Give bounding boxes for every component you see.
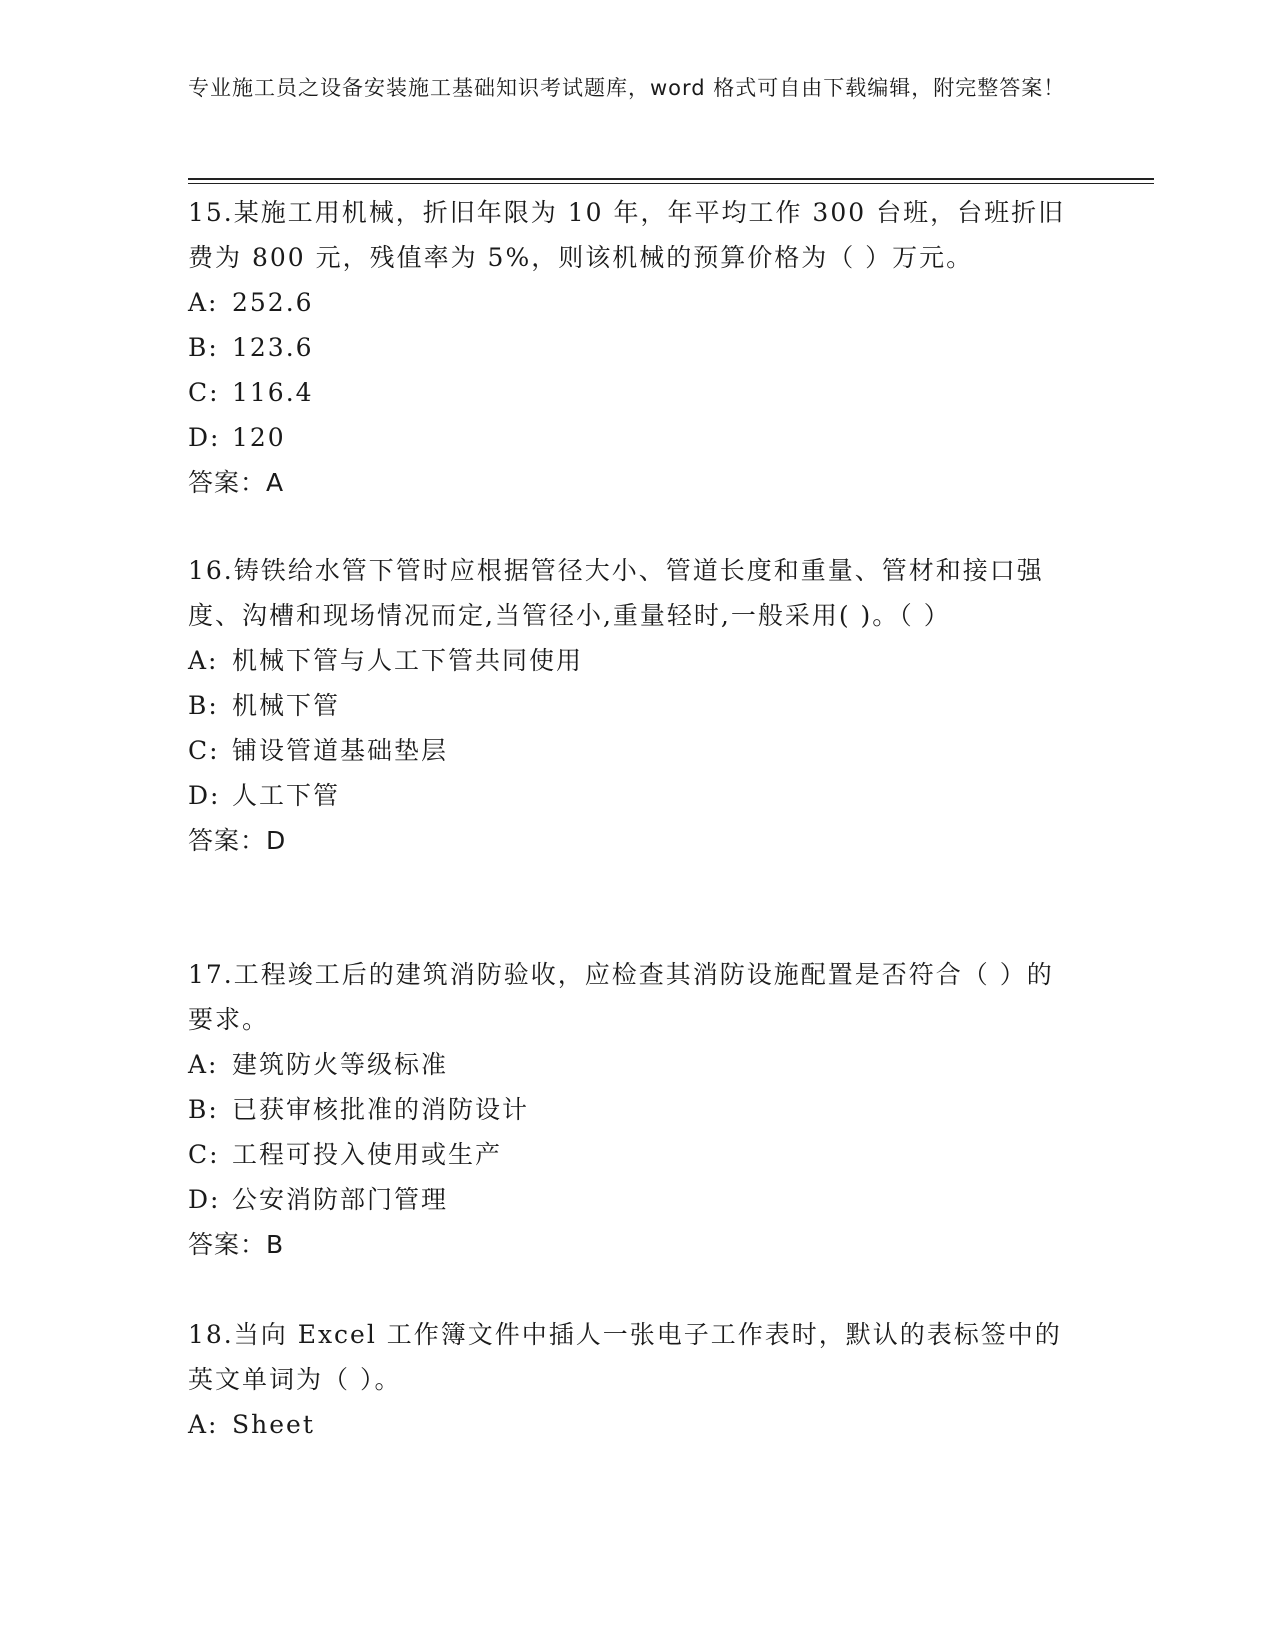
option-b (188, 325, 1068, 370)
option-letter: C: (188, 736, 220, 765)
option-text: 人工下管 (232, 781, 341, 810)
question-stem: 18.当向 Excel 工作簿文件中插人一张电子工作表时，默认的表标签中的英文单词为（ ）。 (188, 1320, 1062, 1394)
option-text: 120 (232, 423, 286, 452)
answer-line: 答案：A (188, 468, 285, 497)
option-letter: B: (188, 1095, 219, 1124)
option-letter: D: (188, 423, 221, 452)
option-c (188, 728, 1068, 773)
question-16 (188, 548, 1068, 863)
header-divider-thick (188, 178, 1154, 180)
question-15 (188, 190, 1068, 505)
option-a (188, 280, 1068, 325)
option-text: 116.4 (232, 378, 314, 407)
option-d (188, 1177, 1068, 1222)
option-text: 铺设管道基础垫层 (232, 736, 449, 765)
option-b (188, 1087, 1068, 1132)
option-a (188, 638, 1068, 683)
option-letter: D: (188, 781, 221, 810)
question-stem: 16.铸铁给水管下管时应根据管径大小、管道长度和重量、管材和接口强度、沟槽和现场情况而定,当管径小,重量轻时,一般采用( )。（ ） (188, 556, 1044, 630)
question-17 (188, 952, 1068, 1267)
option-b (188, 683, 1068, 728)
option-letter: C: (188, 1140, 220, 1169)
option-text: Sheet (232, 1410, 315, 1439)
option-text: 机械下管与人工下管共同使用 (232, 646, 584, 675)
question-18 (188, 1312, 1068, 1447)
option-text: 工程可投入使用或生产 (232, 1140, 503, 1169)
option-c (188, 1132, 1068, 1177)
option-letter: A: (188, 1050, 219, 1079)
answer-line: 答案：B (188, 1230, 285, 1259)
option-letter: A: (188, 1410, 219, 1439)
question-stem: 15.某施工用机械，折旧年限为 10 年，年平均工作 300 台班，台班折旧费为 800 元，残值率为 5%，则该机械的预算价格为（ ）万元。 (188, 198, 1066, 272)
option-a (188, 1042, 1068, 1087)
option-text: 252.6 (232, 288, 314, 317)
option-c (188, 370, 1068, 415)
answer-line: 答案：D (188, 826, 287, 855)
option-text: 公安消防部门管理 (232, 1185, 449, 1214)
option-letter: B: (188, 691, 219, 720)
option-d (188, 415, 1068, 460)
option-letter: A: (188, 646, 219, 675)
option-text: 123.6 (232, 333, 314, 362)
option-letter: B: (188, 333, 219, 362)
option-letter: D: (188, 1185, 221, 1214)
option-letter: A: (188, 288, 219, 317)
question-stem: 17.工程竣工后的建筑消防验收，应检查其消防设施配置是否符合（ ）的要求。 (188, 960, 1054, 1034)
document-header: 专业施工员之设备安装施工基础知识考试题库，word 格式可自由下载编辑，附完整答案！ (188, 76, 1066, 100)
option-text: 机械下管 (232, 691, 341, 720)
option-text: 已获审核批准的消防设计 (232, 1095, 530, 1124)
option-letter: C: (188, 378, 220, 407)
option-d (188, 773, 1068, 818)
option-a (188, 1402, 1068, 1447)
option-text: 建筑防火等级标准 (232, 1050, 449, 1079)
header-divider-thin (188, 183, 1154, 184)
